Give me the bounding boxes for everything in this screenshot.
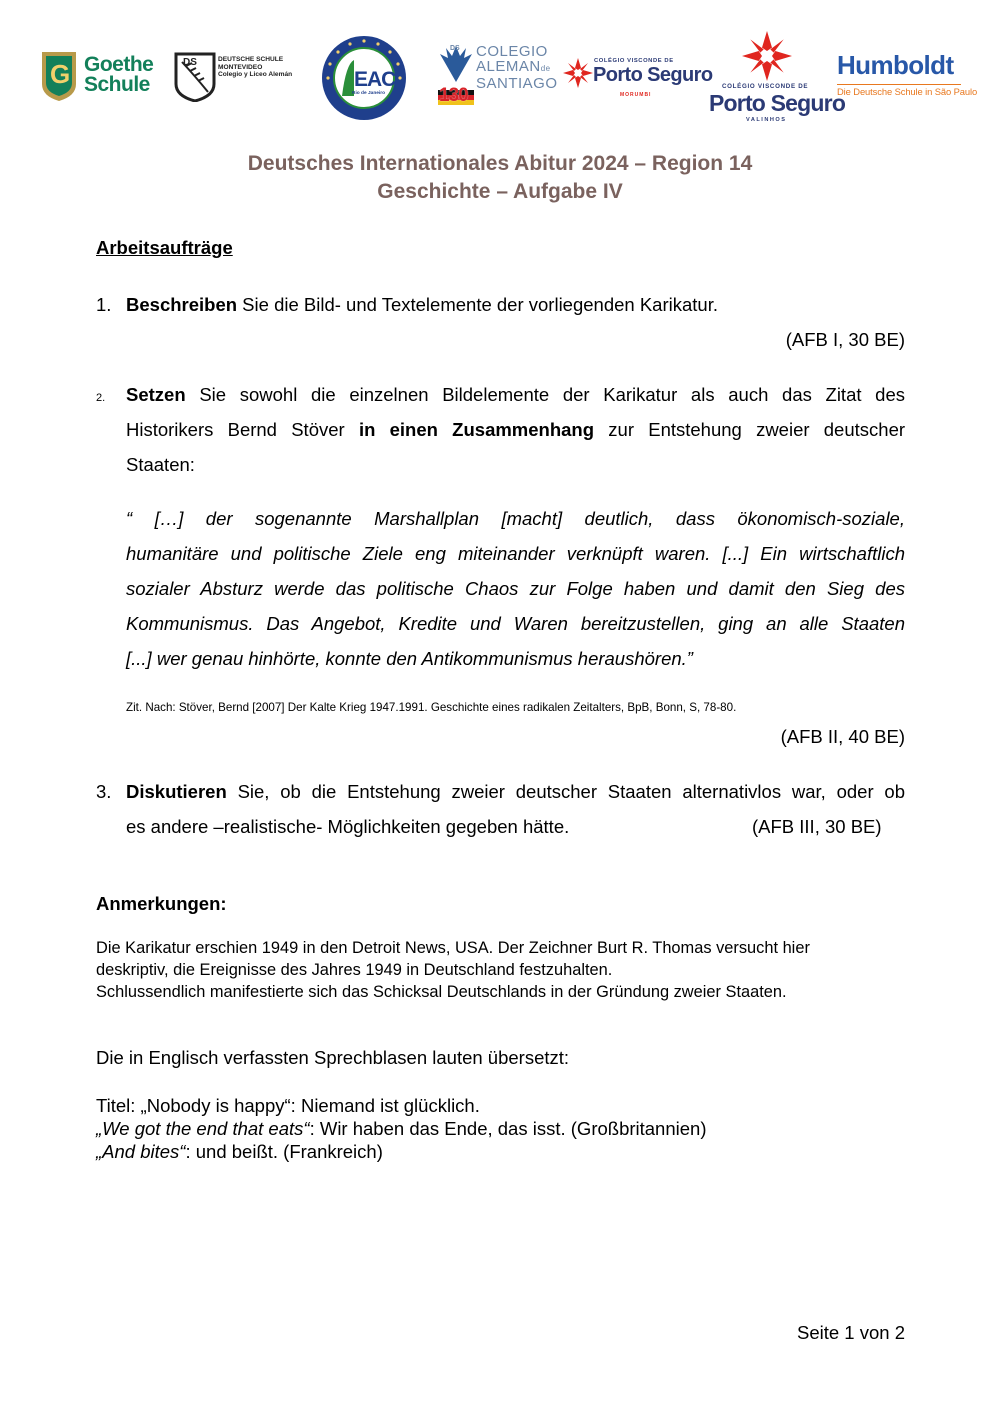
porto-seguro-valinhos-cross-icon bbox=[742, 30, 792, 82]
task2-line2-post: zur Entstehung zweier deutscher bbox=[608, 419, 906, 440]
notes-heading: Anmerkungen: bbox=[96, 893, 227, 914]
porto-seguro-morumbi-logo bbox=[563, 54, 713, 100]
quote-citation: Zit. Nach: Stöver, Bernd [2007] Der Kalte Krieg 1947.1991. Geschichte eines radikalen Zeitalters, BpB, Bonn, S, 78-80. bbox=[126, 701, 737, 714]
quote-line-5: [...] wer genau hinhörte, konnte den Antikommunismus heraushören.” bbox=[126, 648, 693, 669]
task3-afb: (AFB III, 30 BE) bbox=[752, 816, 882, 837]
tasks-heading: Arbeitsaufträge bbox=[96, 237, 233, 258]
note-line-2: deskriptiv, die Ereignisse des Jahres 1949 in Deutschland festzuhalten. bbox=[96, 961, 613, 979]
anniversary-number: 130 bbox=[439, 85, 468, 106]
goethe-schule-logo bbox=[40, 50, 162, 105]
humboldt-name: Humboldt bbox=[837, 50, 954, 80]
humboldt-subtitle: Die Deutsche Schule in São Paulo bbox=[837, 86, 978, 97]
translation-line-2 bbox=[96, 1140, 383, 1163]
task3-number: 3. bbox=[96, 781, 112, 802]
task2-line3: Staaten: bbox=[126, 454, 195, 475]
task3-line1 bbox=[126, 780, 905, 803]
task3-verb: Diskutieren bbox=[126, 781, 227, 802]
ds-montevideo-line3: Colegio y Liceo Alemán bbox=[218, 71, 293, 79]
ds-santiago-line2 bbox=[476, 59, 558, 76]
ds-santiago-line1: COLEGIO bbox=[476, 43, 548, 60]
porto-seguro-morumbi-campus: MORUMBI bbox=[620, 92, 652, 98]
ds-santiago-name bbox=[476, 44, 558, 91]
ds-montevideo-text bbox=[218, 56, 292, 79]
eac-logo bbox=[320, 34, 408, 122]
logo-band bbox=[0, 0, 1000, 135]
quote-line-4: Kommunismus. Das Angebot, Kredite und Waren bereitzustellen, ging an alle Staaten bbox=[126, 613, 905, 634]
translation-title: Titel: „Nobody is happy“: Niemand ist glücklich. bbox=[96, 1095, 480, 1116]
task1-text bbox=[126, 293, 718, 316]
note-line-1: Die Karikatur erschien 1949 in den Detroit News, USA. Der Zeichner Burt R. Thomas versucht hier bbox=[96, 939, 810, 957]
task3-line1-rest: Sie, ob die Entstehung zweier deutscher Staaten alternativlos war, oder ob bbox=[237, 781, 905, 802]
task2-line1-rest: Sie sowohl die einzelnen Bildelemente der Karikatur als auch das Zitat des bbox=[199, 384, 906, 405]
goethe-word-2: Schule bbox=[84, 73, 150, 96]
ds-montevideo-line1: DEUTSCHE SCHULE bbox=[218, 56, 284, 63]
task3-line2: es andere –realistische- Möglichkeiten gegeben hätte. bbox=[126, 816, 570, 837]
task2-line2-pre: Historikers Bernd Stöver bbox=[126, 419, 345, 440]
porto-seguro-morumbi-small: COLÉGIO VISCONDE DE bbox=[594, 58, 674, 64]
porto-seguro-cross-icon bbox=[563, 58, 593, 88]
goethe-letter: G bbox=[50, 59, 71, 89]
task2-line1 bbox=[126, 383, 905, 406]
task2-verb: Setzen bbox=[126, 384, 186, 405]
task1-verb: Beschreiben bbox=[126, 294, 238, 315]
translation-line-1 bbox=[96, 1117, 706, 1140]
task2-line2-bold: in einen Zusammenhang bbox=[358, 419, 595, 440]
translation-intro: Die in Englisch verfassten Sprechblasen lauten übersetzt: bbox=[96, 1047, 570, 1068]
humboldt-logo bbox=[835, 50, 978, 100]
ds-santiago-line2-main: ALEMAN bbox=[476, 58, 541, 75]
ds-santiago-logo bbox=[438, 43, 558, 110]
task1-afb: (AFB I, 30 BE) bbox=[785, 329, 905, 350]
ds-monogram: DS bbox=[183, 57, 197, 68]
eac-city: Rio de Janeiro bbox=[352, 91, 386, 96]
task1-number: 1. bbox=[96, 294, 112, 315]
porto-seguro-morumbi-name: Porto Seguro bbox=[593, 64, 713, 86]
ds-santiago-line2-suffix: de bbox=[540, 64, 551, 73]
quote-line-1: “ […] der sogenannte Marshallplan [macht] deutlich, dass ökonomisch-soziale, bbox=[126, 508, 905, 529]
translation-2-german: : und beißt. (Frankreich) bbox=[185, 1141, 383, 1162]
note-line-3: Schlussendlich manifestierte sich das Schicksal Deutschlands in der Gründung zweier Staaten. bbox=[96, 983, 787, 1001]
ds-santiago-line3: SANTIAGO bbox=[476, 75, 558, 92]
translation-1-english: „We got the end that eats“ bbox=[96, 1118, 310, 1139]
task2-number: 2. bbox=[96, 392, 106, 404]
goethe-word-1: Goethe bbox=[84, 53, 154, 76]
task1-body: Sie die Bild- und Textelemente der vorliegenden Karikatur. bbox=[237, 294, 718, 315]
exam-subtitle: Geschichte – Aufgabe IV bbox=[377, 180, 623, 203]
task2-line2 bbox=[126, 418, 905, 441]
task2-afb: (AFB II, 40 BE) bbox=[780, 726, 905, 747]
exam-title: Deutsches Internationales Abitur 2024 – Region 14 bbox=[247, 152, 753, 175]
dss-monogram: DS bbox=[450, 45, 460, 52]
porto-seguro-valinhos-logo bbox=[708, 30, 846, 126]
translation-1-german: : Wir haben das Ende, das isst. (Großbritannien) bbox=[309, 1118, 707, 1139]
quote-line-3: sozialer Absturz werde das politische Chaos zur Folge haben und damit den Sieg des bbox=[126, 578, 905, 599]
humboldt-divider bbox=[837, 84, 961, 85]
porto-seguro-valinhos-name: Porto Seguro bbox=[709, 90, 846, 116]
ds-montevideo-logo bbox=[174, 52, 299, 102]
porto-seguro-valinhos-campus: VALINHOS bbox=[746, 117, 787, 123]
ds-montevideo-line2: MONTEVIDEO bbox=[218, 63, 263, 71]
porto-seguro-valinhos-small: COLÉGIO VISCONDE DE bbox=[722, 83, 809, 90]
quote-line-2: humanitäre und politische Ziele eng miteinander verknüpft waren. [...] Ein wirtschaftlich bbox=[126, 543, 905, 564]
page-number: Seite 1 von 2 bbox=[797, 1322, 905, 1343]
eac-text: EAC bbox=[354, 68, 396, 91]
translation-2-english: „And bites“ bbox=[96, 1141, 186, 1162]
